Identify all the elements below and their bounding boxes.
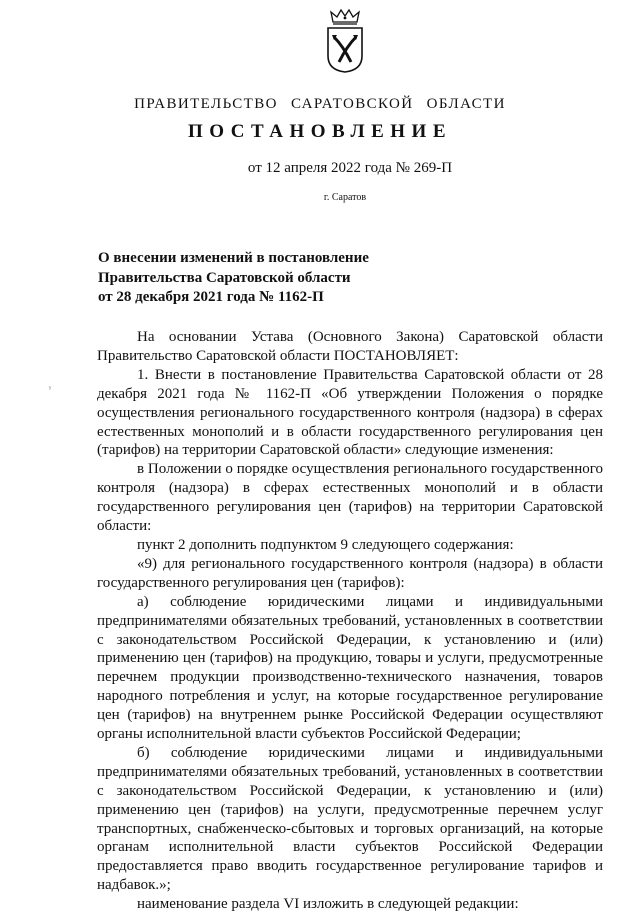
paragraph-preamble: На основании Устава (Основного Закона) Саратовской области Правительство Саратовской области ПОСТАНОВЛЯЕТ: (97, 329, 603, 364)
paragraph-subitem-b: б) соблюдение юридическими лицами и индивидуальными предпринимателями обязательных требований, установленных в соответствии с законодательством Российской Федерации, к установлению и (или) применению цен (тарифов) на услуги, предусмотренные перечнем услуг транспортных, снабженческо-сбытовых и торговых организаций, на которые органам исполнительной власти субъектов Российской Федерации предоставляется право вводить государственное регулирование тарифов и надбавок.»; (97, 744, 603, 894)
scan-speck: ʸ (49, 384, 52, 393)
paragraph: пункт 2 дополнить подпунктом 9 следующего содержания: (137, 536, 514, 553)
paragraph-item-1: 1. Внести в постановление Правительства Саратовской области от 28 декабря 2021 года № 1162-П «Об утверждении Положения о порядке осуществления регионального государственного контроля (надзора) в сферах естественных монополий и в области государственного регулирования цен (тарифов) на территории Саратовской области» следующие изменения: (97, 366, 603, 459)
coat-of-arms-icon (321, 8, 369, 74)
paragraph: «9) для регионального государственного контроля (надзора) в области государственного регулирования цен (тарифов): (97, 555, 603, 591)
government-name: ПРАВИТЕЛЬСТВО САРАТОВСКОЙ ОБЛАСТИ (134, 96, 506, 112)
document-body (97, 328, 603, 914)
document-city: г. Саратов (323, 192, 367, 203)
paragraph: в Положении о порядке осуществления регионального государственного контроля (надзора) в сферах естественных монополий и в области государственного регулирования цен (тарифов) на территории Саратовской области: (97, 461, 603, 535)
paragraph: наименование раздела VI изложить в следующей редакции: (137, 896, 519, 913)
subject-line: Правительства Саратовской области (98, 269, 351, 286)
subject-line: от 28 декабря 2021 года № 1162-П (98, 289, 324, 305)
paragraph-subitem-a: а) соблюдение юридическими лицами и индивидуальными предпринимателями обязательных требований, установленных в соответствии с законодательством Российской Федерации, к установлению и (или) применению цен (тарифов) на продукцию, товары и услуги, предусмотренные перечнем продукции производственно-технического назначения, товаров народного потребления и услуг, на которые государственное регулирование цен (тарифов) на внутреннем рынке Российской Федерации осуществляют органы исполнительной власти субъектов Российской Федерации; (97, 593, 603, 743)
subject-line: О внесении изменений в постановление (98, 250, 369, 266)
document-type: ПОСТАНОВЛЕНИЕ (187, 121, 453, 142)
document-subject (98, 249, 428, 308)
document-date-number: от 12 апреля 2022 года № 269-П (247, 160, 453, 176)
